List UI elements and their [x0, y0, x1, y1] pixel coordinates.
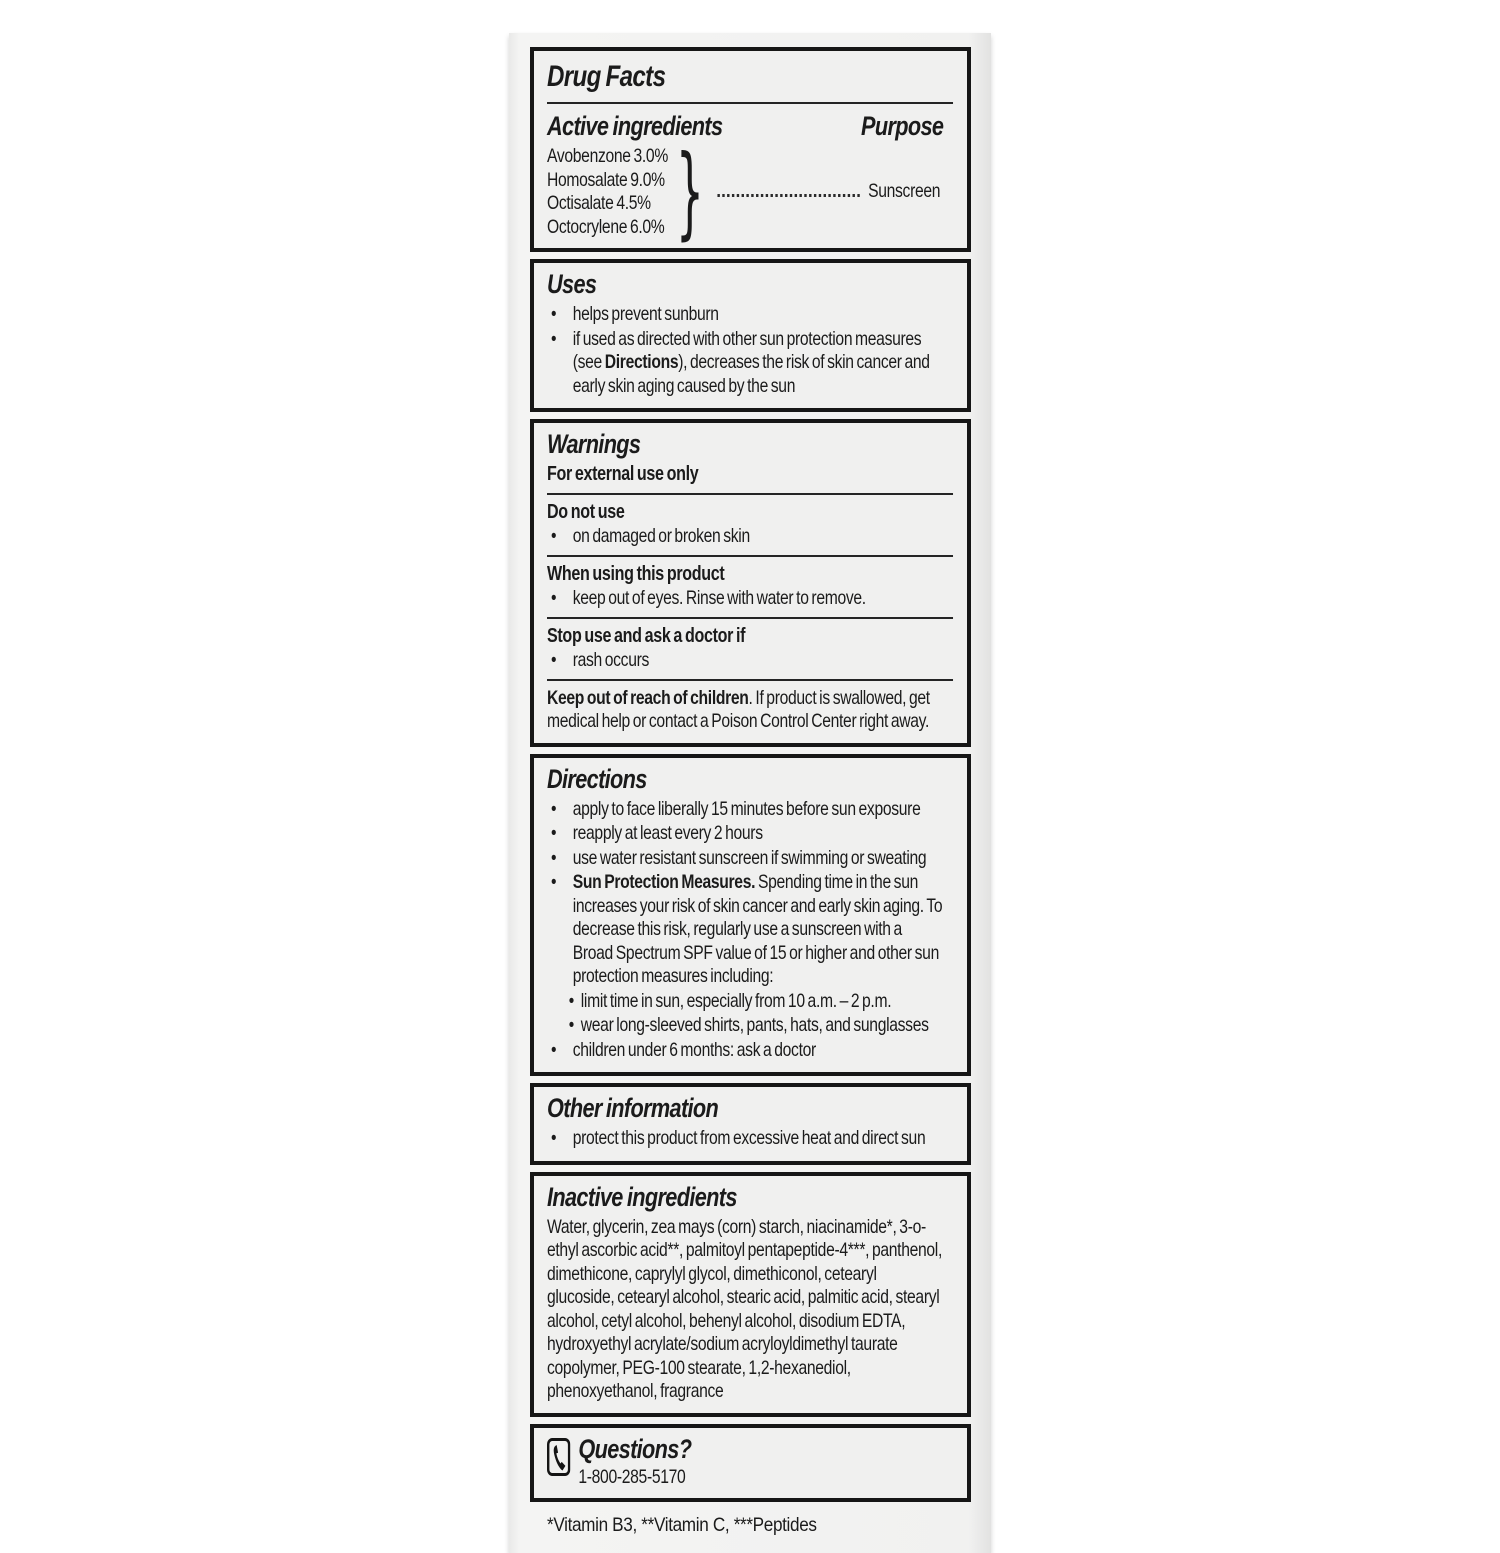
stop-use-bullet: • rash occurs [547, 649, 953, 673]
uses-heading: Uses [547, 269, 597, 299]
vitamin-footnote: *Vitamin B3, **Vitamin C, ***Peptides [547, 1514, 817, 1536]
other-information-box [530, 1083, 971, 1165]
uses-bullet-text: if used as directed with other sun protection measures (see [572, 327, 922, 373]
inactive-ingredients-heading: Inactive ingredients [547, 1181, 737, 1212]
drug-facts-title: Drug Facts [547, 60, 666, 93]
inactive-ingredients-box [530, 1172, 971, 1417]
active-ingredient: Octocrylene 6.0% [547, 215, 665, 238]
divider [547, 555, 953, 557]
divider [547, 617, 953, 619]
drug-facts-panel [509, 33, 991, 1553]
purpose-heading: Purpose [861, 111, 944, 141]
active-ingredient: Octisalate 4.5% [547, 192, 651, 214]
directions-bullet [547, 871, 953, 989]
phone-icon [547, 1437, 570, 1484]
active-ingredients-heading: Active ingredients [547, 111, 723, 141]
when-using-bullet: • keep out of eyes. Rinse with water to remove. [547, 587, 953, 611]
directions-bullet: • children under 6 months: ask a doctor [547, 1039, 953, 1063]
directions-bullet: • use water resistant sunscreen if swimming or sweating [547, 847, 953, 871]
divider [547, 102, 953, 104]
directions-reference: Directions [604, 351, 679, 373]
keep-out-of-reach-bold: Keep out of reach of children [547, 686, 749, 709]
directions-bullet: • reapply at least every 2 hours [547, 822, 953, 846]
active-ingredient: Avobenzone 3.0% [547, 145, 668, 167]
external-use-text: For external use only [547, 463, 699, 485]
divider [547, 493, 953, 495]
divider [547, 679, 953, 681]
do-not-use-bullet: • on damaged or broken skin [547, 525, 953, 549]
active-ingredient: Homosalate 9.0% [547, 168, 665, 191]
inactive-ingredients-text: Water, glycerin, zea mays (corn) starch, niacinamide*, 3-o-ethyl ascorbic acid**, palmitoyl pentapeptide-4***, panthenol, dimethicone, caprylyl glycol, dimethiconol, cetearyl glucoside, cetearyl alcohol, stearic acid, palmitic acid, stearyl alcohol, cetyl alcohol, behenyl alcohol, disodium EDTA, hydroxyethyl acrylate/sodium acryloyldimethyl taurate copolymer, PEG-100 stearate, 1,2-hexanediol, phenoxyethanol, fragrance [547, 1215, 942, 1402]
directions-heading: Directions [547, 763, 647, 794]
directions-box [530, 754, 971, 1077]
purpose-value: Sunscreen [868, 180, 941, 203]
other-information-heading: Other information [547, 1093, 719, 1123]
stop-use-heading: Stop use and ask a doctor if [547, 624, 746, 647]
uses-bullet: • helps prevent sunburn [547, 303, 953, 327]
other-information-bullet: • protect this product from excessive heat and direct sun [547, 1127, 953, 1151]
directions-sub-bullet: • limit time in sun, especially from 10 a.m. – 2 p.m. [569, 990, 953, 1014]
uses-box [530, 259, 971, 412]
questions-heading: Questions? [578, 1433, 692, 1464]
warnings-heading: Warnings [547, 429, 641, 459]
questions-box [530, 1424, 971, 1503]
active-ingredients-row [547, 133, 953, 250]
uses-bullet [547, 328, 953, 399]
active-ingredients-box [530, 47, 971, 252]
keep-out-of-reach-text [547, 687, 953, 734]
dotted-leader [717, 191, 860, 197]
sun-protection-measures-text: Spending time in the sun increases your risk of skin cancer and early skin aging. To decrease this risk, regularly use a sunscreen with a Broad Spectrum SPF value of 15 or higher and other sun protection measures including: [572, 871, 943, 987]
do-not-use-heading: Do not use [547, 500, 625, 523]
keep-out-of-reach-rest: . If product is swallowed, get medical help or contact a Poison Control Center right away. [547, 686, 930, 732]
brace-icon: } [676, 133, 705, 250]
warnings-box [530, 419, 971, 747]
when-using-heading: When using this product [547, 562, 725, 585]
sun-protection-measures-bold: Sun Protection Measures. [572, 871, 756, 893]
questions-phone-number: 1-800-285-5170 [578, 1465, 686, 1488]
directions-sub-bullet: • wear long-sleeved shirts, pants, hats, and sunglasses [569, 1014, 953, 1038]
uses-bullet-text: ), decreases the risk of skin cancer and early skin aging caused by the sun [572, 351, 930, 397]
directions-bullet: • apply to face liberally 15 minutes before sun exposure [547, 798, 953, 822]
